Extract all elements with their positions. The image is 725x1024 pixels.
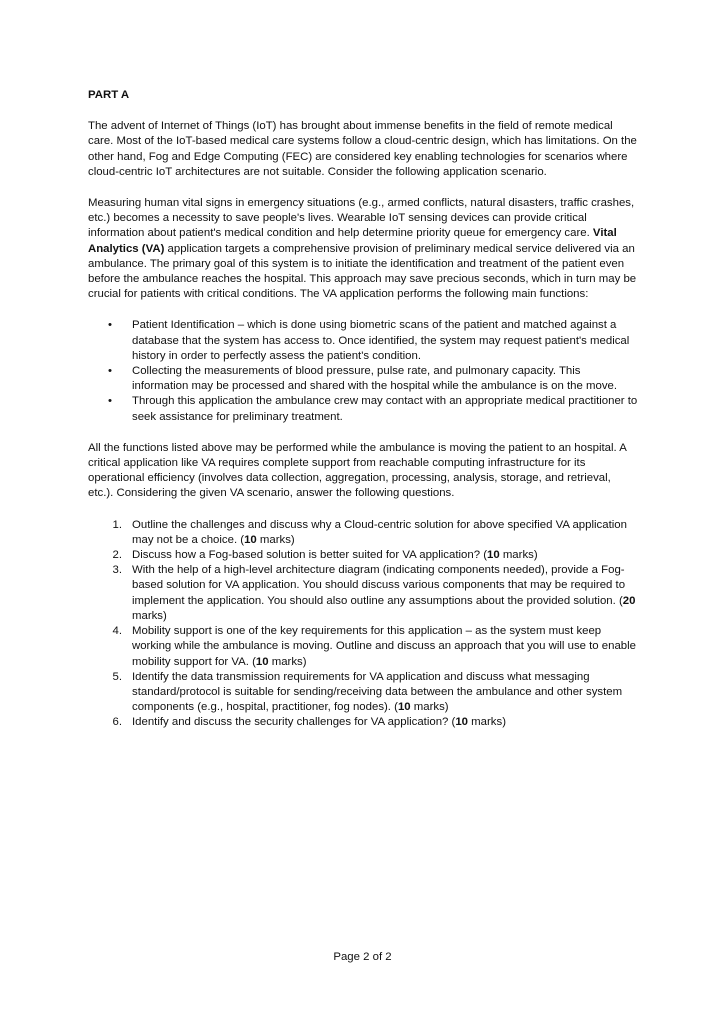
list-item-text: Through this application the ambulance crew may contact with an appropriate medical practitioner to seek assistance for preliminary treatment. (132, 395, 638, 423)
question-marks: 10 (244, 533, 257, 546)
question-text: Outline the challenges and discuss why a Cloud-centric solution for above specified VA application may not be a choice. ( (132, 518, 627, 546)
question-suffix: marks) (132, 609, 167, 622)
question-number: 1. (112, 518, 122, 531)
question-item (88, 670, 638, 716)
list-item (88, 318, 638, 364)
question-text: With the help of a high-level architecture diagram (indicating components needed), provide a Fog-based solution for VA application. You should discuss various components that may be required to implement the application. You should also outline any assumptions about the provided solution. ( (132, 564, 626, 607)
question-suffix: marks) (499, 549, 538, 562)
question-marks: 10 (486, 549, 500, 562)
page-footer: Page 2 of 2 (333, 951, 392, 963)
summary-paragraph: All the functions listed above may be performed while the ambulance is moving the patient to an hospital. A critical application like VA requires complete support from reachable computing infrastructure for its operational efficiency (involves data collection, aggregation, processing, analysis, storage, and retrieval, etc.). Considering the given VA scenario, answer the following questions. (88, 441, 627, 500)
question-number: 5. (112, 670, 122, 683)
scenario-text-before: Measuring human vital signs in emergency situations (e.g., armed conflicts, natural disasters, traffic crashes, etc.) becomes a necessity to save people's lives. Wearable IoT sensing devices can provide critical information about patient's medical condition and help determine priority queue for emergency care. (88, 197, 635, 240)
question-suffix: marks) (468, 716, 506, 729)
question-number: 3. (112, 564, 122, 577)
question-text: Discuss how a Fog-based solution is better suited for VA application? ( (132, 549, 487, 562)
question-item (88, 563, 638, 624)
question-suffix: marks) (256, 533, 295, 546)
question-number: 2. (112, 549, 122, 562)
question-item (88, 518, 638, 548)
intro-paragraph: The advent of Internet of Things (IoT) has brought about immense benefits in the field of remote medical care. Most of the IoT-based medical care systems follow a cloud-centric design, which has limitations. On the other hand, Fog and Edge Computing (FEC) are considered key enabling technologies for scenarios where cloud-centric IoT architectures are not suitable. Consider the following application scenario. (88, 120, 637, 178)
question-text: Mobility support is one of the key requirements for this application – as the system must keep working while the ambulance is moving. Outline and discuss an approach that you will use to enable mobility support for VA. ( (132, 625, 637, 668)
question-suffix: marks) (268, 655, 307, 668)
list-item (88, 394, 638, 424)
question-marks: 10 (255, 655, 269, 668)
questions-list (88, 518, 638, 731)
functions-list (88, 318, 638, 424)
bullet-marker: • (108, 365, 112, 378)
list-item-text: Patient Identification – which is done using biometric scans of the patient and matched against a database that the system has access to. Once identified, the system may request patient's medical history in order to perfectly assess the patient's condition. (132, 319, 630, 362)
question-item (88, 548, 638, 563)
question-text: Identify and discuss the security challenges for VA application? ( (132, 716, 456, 729)
scenario-text-after: application targets a comprehensive provision of preliminary medical service delivered via an ambulance. The primary goal of this system is to initiate the identification and treatment of the patient even before the ambulance reaches the hospital. This approach may save precious seconds, which in turn may be crucial for patients with critical conditions. The VA application performs the following main functions: (88, 242, 637, 301)
question-item (88, 624, 638, 670)
question-number: 4. (112, 625, 122, 638)
list-item (88, 364, 638, 394)
section-heading: PART A (88, 89, 130, 101)
question-marks: 10 (397, 701, 411, 714)
question-marks: 10 (455, 716, 469, 729)
scenario-bold-term: Vital Analytics (VA) (88, 227, 617, 255)
question-text: Identify the data transmission requirements for VA application and discuss what messaging standard/protocol is suitable for sending/receiving data between the ambulance and other system components (e.g., hospital, practitioner, fog nodes). ( (132, 670, 623, 714)
list-item-text: Collecting the measurements of blood pressure, pulse rate, and pulmonary capacity. This information may be processed and shared with the hospital while the ambulance is on the move. (132, 365, 618, 393)
question-suffix: marks) (410, 701, 449, 714)
document-body (88, 88, 638, 747)
question-number: 6. (112, 716, 122, 729)
question-marks: 20 (622, 594, 636, 607)
question-item (88, 715, 638, 730)
scenario-paragraph (88, 196, 638, 302)
bullet-marker: • (108, 395, 112, 408)
bullet-marker: • (108, 319, 112, 332)
